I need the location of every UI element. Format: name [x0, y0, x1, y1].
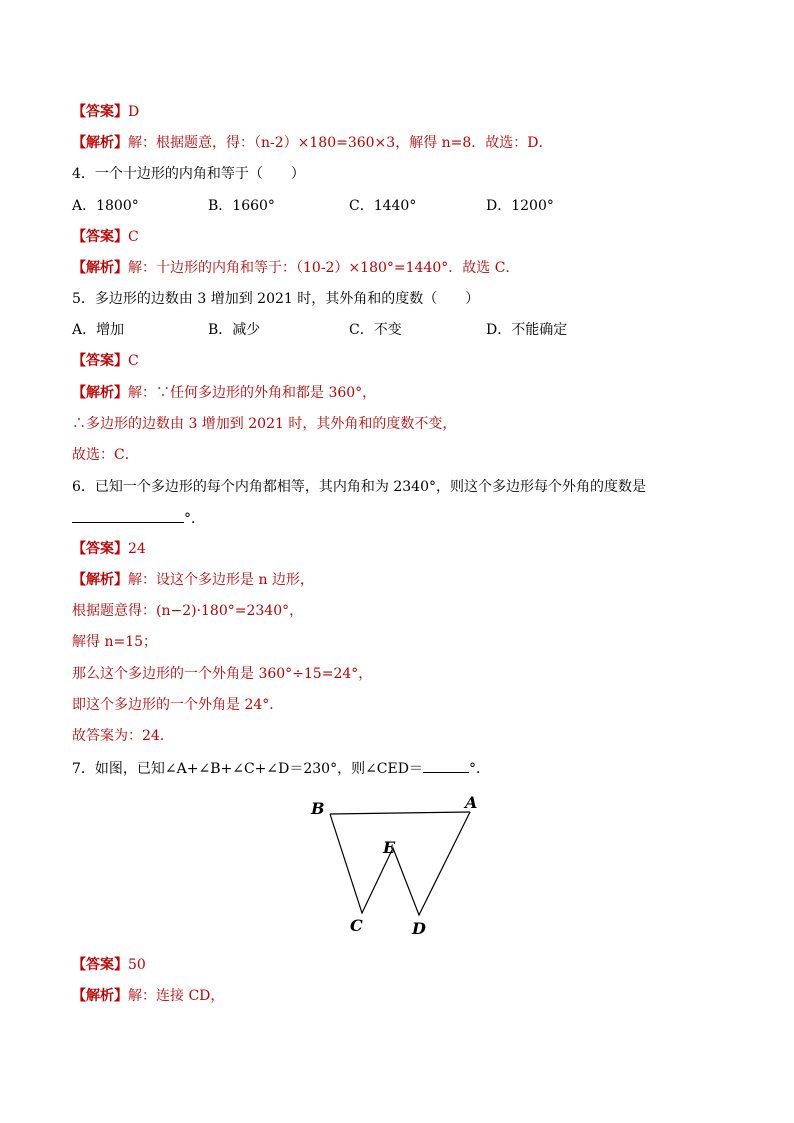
analysis-tag: 【解析】 — [72, 385, 128, 401]
q5-stem: 5．多边形的边数由 3 增加到 2021 时，其外角和的度数（ ） — [72, 291, 480, 307]
q7-answer: 50 — [128, 957, 146, 973]
q5-analysis-line — [72, 383, 376, 403]
q6-stem-blank-line — [72, 508, 205, 529]
q7-stem-tail: °． — [468, 761, 490, 777]
answer-tag: 【答案】 — [72, 353, 128, 369]
q4-answer: C — [128, 229, 139, 245]
q6-analysis-6: 故答案为：24． — [72, 728, 174, 744]
answer-tag: 【答案】 — [72, 104, 128, 120]
q6-analysis-line — [72, 570, 314, 590]
q7-figure — [0, 785, 794, 945]
q3-analysis: 解：根据题意，得：（n-2）×180=360×3，解得 n=8．故选：D． — [128, 135, 553, 151]
q6-stem-tail: °． — [184, 511, 205, 527]
segment-ba — [330, 812, 470, 814]
q4-option-a: A．1800° — [72, 198, 139, 214]
q7-stem-prefix: 7．如图，已知∠A+∠B+∠C+∠D＝230°，则∠CED＝ — [72, 761, 423, 777]
q7-analysis-line — [72, 986, 224, 1006]
q5-option-a: A．增加 — [72, 322, 125, 338]
analysis-tag: 【解析】 — [72, 572, 128, 588]
analysis-tag: 【解析】 — [72, 135, 128, 151]
q6-answer: 24 — [128, 541, 146, 557]
q6-analysis-2: 根据题意得：(n−2)·180°=2340°， — [72, 603, 304, 619]
q5-analysis-3: 故选：C． — [72, 447, 139, 463]
q4-stem: 4．一个十边形的内角和等于（ ） — [72, 166, 305, 182]
analysis-tag: 【解析】 — [72, 988, 128, 1004]
q6-answer-blank — [72, 508, 184, 523]
q5-answer: C — [128, 353, 139, 369]
q5-option-c: C．不变 — [349, 322, 402, 338]
answer-tag: 【答案】 — [72, 957, 128, 973]
q4-option-d: D．1200° — [486, 198, 554, 214]
label-a: A — [465, 793, 478, 812]
q6-answer-line — [72, 539, 146, 559]
q3-analysis-line — [72, 133, 553, 153]
q4-option-c: C．1440° — [349, 198, 417, 214]
q3-answer: D — [128, 104, 140, 120]
q7-answer-blank — [423, 758, 469, 773]
answer-tag: 【答案】 — [72, 541, 128, 557]
q4-analysis: 解：十边形的内角和等于：（10-2）×180°=1440°．故选 C． — [128, 260, 520, 276]
q7-answer-line — [72, 955, 146, 975]
q3-answer-line — [72, 102, 139, 122]
q4-answer-line — [72, 227, 139, 247]
answer-tag: 【答案】 — [72, 229, 128, 245]
q6-stem: 6．已知一个多边形的每个内角都相等，其内角和为 2340°，则这个多边形每个外角的度数是 — [72, 479, 646, 495]
label-d: D — [412, 919, 426, 938]
q6-analysis-3: 解得 n=15； — [72, 634, 158, 650]
q5-analysis-2: ∴多边形的边数由 3 增加到 2021 时，其外角和的度数不变， — [72, 416, 457, 432]
label-e: E — [383, 838, 396, 857]
q6-analysis-4: 那么这个多边形的一个外角是 360°÷15=24°， — [72, 666, 373, 682]
label-b: B — [311, 799, 325, 818]
q4-analysis-line — [72, 258, 519, 278]
path-b-c-e-d-a — [330, 812, 470, 915]
q5-answer-line — [72, 351, 139, 371]
q7-analysis: 解：连接 CD， — [128, 988, 225, 1004]
analysis-tag: 【解析】 — [72, 260, 128, 276]
q5-analysis-1: 解：∵任何多边形的外角和都是 360°， — [128, 385, 377, 401]
q6-analysis-5: 即这个多边形的一个外角是 24°． — [72, 697, 284, 713]
q7-stem — [72, 758, 490, 779]
q5-option-d: D．不能确定 — [486, 322, 568, 338]
q4-option-b: B．1660° — [208, 198, 275, 214]
q5-option-b: B．减少 — [208, 322, 261, 338]
q6-analysis-1: 解：设这个多边形是 n 边形， — [128, 572, 314, 588]
label-c: C — [350, 916, 363, 935]
